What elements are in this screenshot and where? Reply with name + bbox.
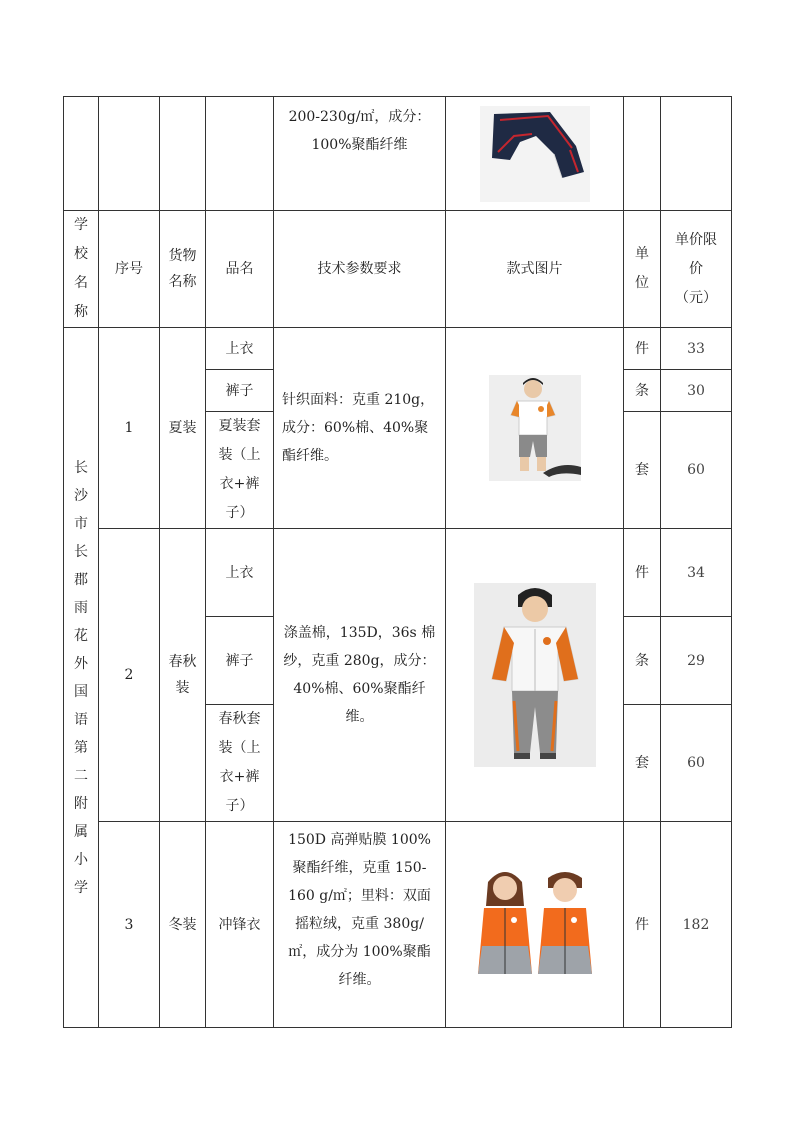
table-row <box>64 529 732 617</box>
spec-text: 针织面料：克重 210g，成分：60%棉、40%聚酯纤维。 <box>282 392 435 464</box>
unit-cell: 件 <box>624 529 661 617</box>
spec-cell <box>274 822 446 1028</box>
table-row <box>64 822 732 1028</box>
empty-cell <box>624 97 661 211</box>
image-cell <box>446 822 624 1028</box>
unit-cell: 套 <box>624 412 661 529</box>
navy-pants-icon <box>480 106 590 202</box>
image-cell <box>446 328 624 529</box>
price-cell: 182 <box>661 822 732 1028</box>
table-row <box>64 328 732 370</box>
school-name-cell <box>64 328 99 1028</box>
school-name: 长沙市长郡雨花外国语第二附属小学 <box>74 459 88 896</box>
item-name-cell: 上衣 <box>206 529 274 617</box>
header-item: 品名 <box>206 211 274 328</box>
item-name-cell: 春秋套装（上衣+裤子） <box>206 705 274 822</box>
header-seq: 序号 <box>99 211 160 328</box>
seq-cell: 2 <box>99 529 160 822</box>
price-cell: 60 <box>661 705 732 822</box>
item-name-cell: 裤子 <box>206 617 274 705</box>
unit-cell: 件 <box>624 822 661 1028</box>
price-cell: 34 <box>661 529 732 617</box>
header-row <box>64 211 732 328</box>
empty-cell <box>64 97 99 211</box>
price-cell: 30 <box>661 370 732 412</box>
header-spec: 技术参数要求 <box>274 211 446 328</box>
category-cell: 春秋装 <box>160 529 206 822</box>
uniform-price-table <box>63 96 732 1028</box>
price-cell: 29 <box>661 617 732 705</box>
seq-cell: 1 <box>99 328 160 529</box>
header-school: 学校名称 <box>64 211 99 328</box>
unit-cell: 条 <box>624 370 661 412</box>
item-name-cell: 冲锋衣 <box>206 822 274 1028</box>
spec-cell <box>274 97 446 211</box>
image-cell <box>446 97 624 211</box>
empty-cell <box>160 97 206 211</box>
item-name-cell: 上衣 <box>206 328 274 370</box>
unit-cell: 件 <box>624 328 661 370</box>
empty-cell <box>206 97 274 211</box>
spec-text: 200-230g/㎡，成分：100%聚酯纤维 <box>288 109 431 153</box>
category-cell: 冬装 <box>160 822 206 1028</box>
unit-cell: 条 <box>624 617 661 705</box>
header-unit: 单位 <box>624 211 661 328</box>
header-image: 款式图片 <box>446 211 624 328</box>
seq-cell: 3 <box>99 822 160 1028</box>
spec-text: 150D 高弹贴膜 100%聚酯纤维，克重 150-160 g/㎡；里料：双面摇粒绒，克重 380g/㎡，成分为 100%聚酯纤维。 <box>288 832 431 988</box>
image-cell <box>446 529 624 822</box>
empty-cell <box>99 97 160 211</box>
spec-text: 涤盖棉，135D，36s 棉纱，克重 280g，成分：40%棉、60%聚酯纤维。 <box>283 625 436 725</box>
header-price: 单价限价（元） <box>661 211 732 328</box>
item-name-cell: 裤子 <box>206 370 274 412</box>
spec-cell <box>274 328 446 529</box>
summer-uniform-image <box>489 375 581 481</box>
winter-jacket-image <box>474 862 596 988</box>
spec-cell <box>274 529 446 822</box>
continued-row <box>64 97 732 211</box>
price-cell: 60 <box>661 412 732 529</box>
item-name-cell: 夏装套装（上衣+裤子） <box>206 412 274 529</box>
unit-cell: 套 <box>624 705 661 822</box>
price-cell: 33 <box>661 328 732 370</box>
category-cell: 夏装 <box>160 328 206 529</box>
header-category: 货物名称 <box>160 211 206 328</box>
spring-autumn-uniform-image <box>474 583 596 767</box>
empty-cell <box>661 97 732 211</box>
